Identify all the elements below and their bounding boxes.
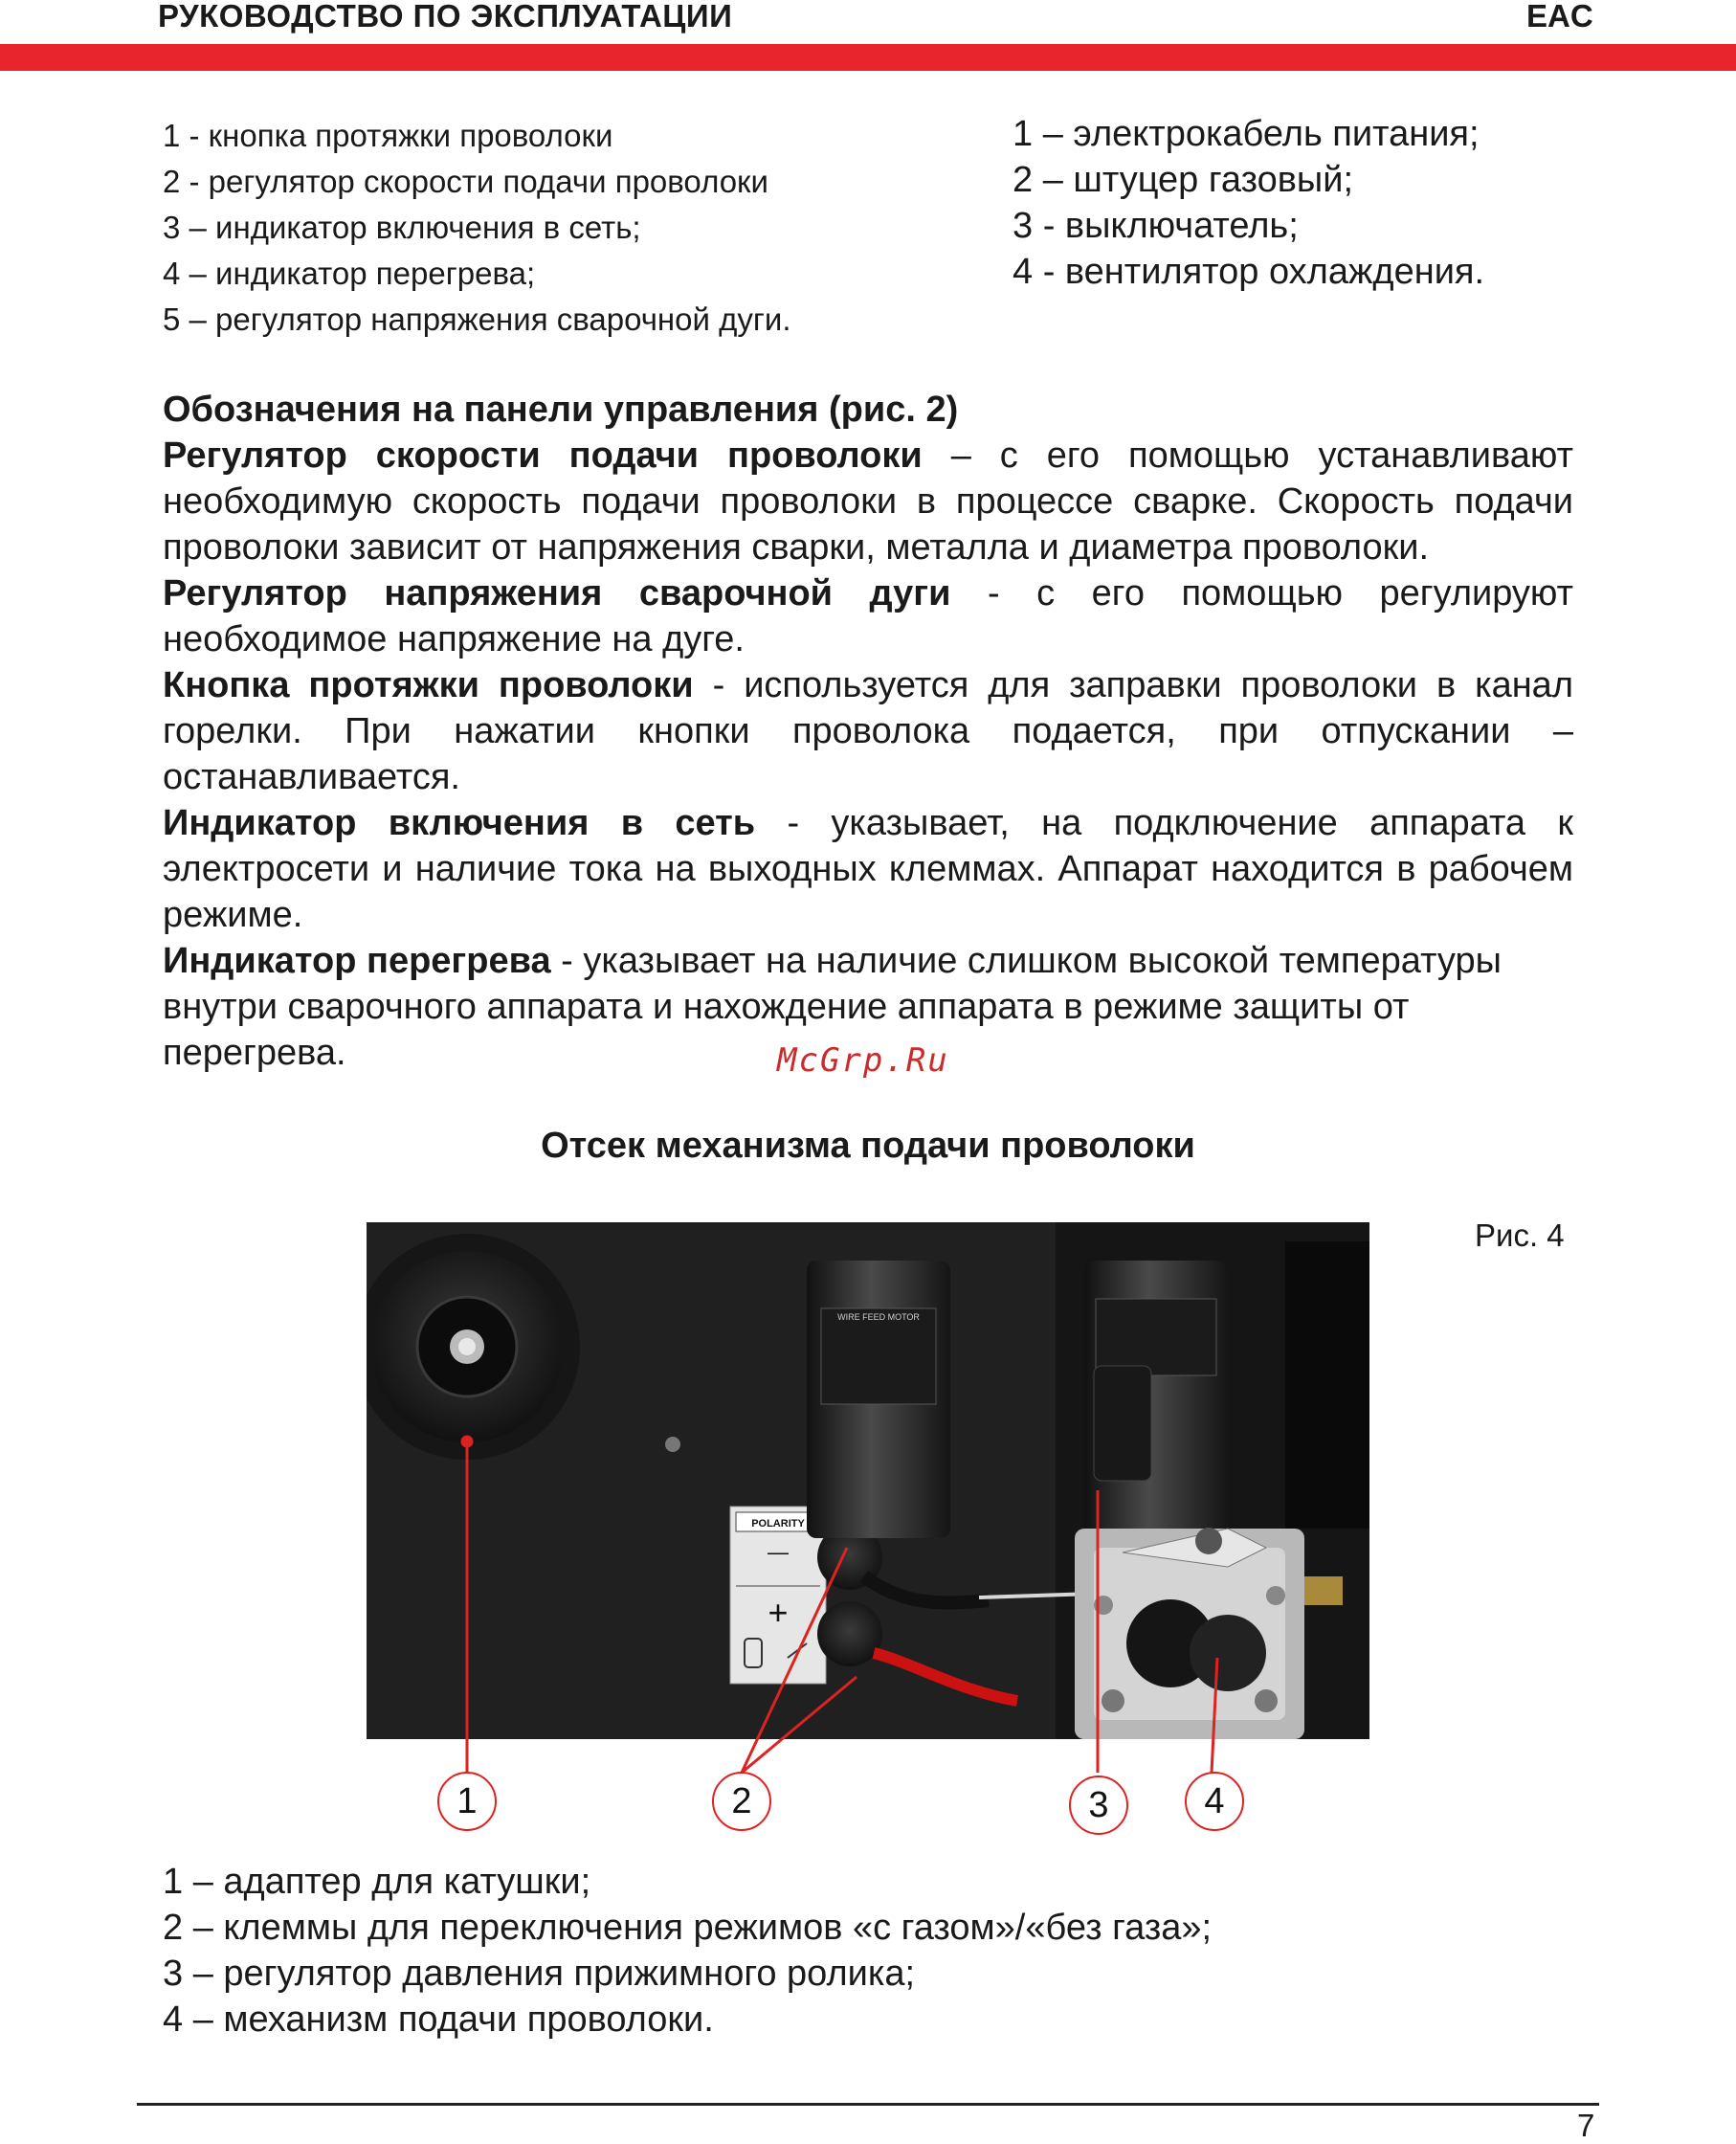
description-paragraph: Индикатор включения в сеть - указывает, на подключение аппарата к электросети и наличие тока на выходных клеммах. Аппарат находится в рабочем режиме. bbox=[163, 803, 1573, 935]
description-paragraph: Кнопка протяжки проволоки - используется для заправки проволоки в канал горелки. При нажатии кнопки проволока подается, при отпускании – останавливается. bbox=[163, 665, 1573, 797]
figure-label: Рис. 4 bbox=[1475, 1217, 1565, 1253]
list-item: 3 – индикатор включения в сеть; bbox=[163, 210, 641, 245]
callout-2: 2 bbox=[712, 1772, 771, 1831]
list-item: 3 - выключатель; bbox=[1013, 206, 1299, 246]
list-item: 1 – электрокабель питания; bbox=[1013, 114, 1480, 154]
list-item: 4 - вентилятор охлаждения. bbox=[1013, 252, 1485, 292]
list-item: 2 - регулятор скорости подачи проволоки bbox=[163, 164, 768, 199]
description-paragraph: Регулятор скорости подачи проволоки – с его помощью устанавливают необходимую скорость подачи проволоки в процессе сварке. Скорость подачи проволоки зависит от напряжения сварки, металла и диаметра проволоки. bbox=[163, 436, 1574, 568]
rear-panel-list bbox=[1013, 111, 1484, 295]
callout-3: 3 bbox=[1069, 1776, 1128, 1835]
polarity-label: POLARITY bbox=[751, 1518, 805, 1530]
list-item: 1 – адаптер для катушки; bbox=[163, 1862, 591, 1902]
list-item: 3 – регулятор давления прижимного ролика; bbox=[163, 1954, 916, 1994]
svg-text:+: + bbox=[768, 1593, 789, 1632]
control-panel-description bbox=[163, 387, 1573, 1076]
svg-text:WIRE FEED MOTOR: WIRE FEED MOTOR bbox=[837, 1312, 920, 1322]
figure-legend-list bbox=[163, 1859, 1212, 2043]
description-paragraph: Регулятор напряжения сварочной дуги - с его помощью регулируют необходимое напряжение на дуге. bbox=[163, 573, 1573, 659]
watermark: McGrp.Ru bbox=[777, 1041, 949, 1080]
wire-feed-compartment-photo bbox=[367, 1222, 1369, 1739]
eac-mark: EAC bbox=[1526, 0, 1593, 34]
list-item: 1 - кнопка протяжки проволоки bbox=[163, 118, 613, 153]
list-item: 4 – индикатор перегрева; bbox=[163, 256, 536, 291]
control-panel-list bbox=[163, 113, 791, 343]
callout-1: 1 bbox=[437, 1772, 497, 1831]
callout-4: 4 bbox=[1185, 1772, 1244, 1831]
list-item: 5 – регулятор напряжения сварочной дуги. bbox=[163, 302, 791, 337]
wire-feeder-mechanism bbox=[1075, 1528, 1343, 1739]
footer-rule bbox=[137, 2103, 1599, 2106]
figure-title: Отсек механизма подачи проволоки bbox=[541, 1126, 1195, 1166]
section-heading: Обозначения на панели управления (рис. 2) bbox=[163, 390, 959, 430]
list-item: 2 – клеммы для переключения режимов «с газом»/«без газа»; bbox=[163, 1908, 1213, 1948]
list-item: 4 – механизм подачи проволоки. bbox=[163, 1999, 714, 2040]
list-item: 2 – штуцер газовый; bbox=[1013, 160, 1354, 200]
header-accent-bar bbox=[0, 44, 1736, 71]
svg-text:—: — bbox=[768, 1540, 789, 1564]
page-number: 7 bbox=[1577, 2108, 1595, 2143]
header-title: РУКОВОДСТВО ПО ЭКСПЛУАТАЦИИ bbox=[158, 0, 733, 34]
description-paragraph: Индикатор перегрева - указывает на наличие слишком высокой температуры внутри сварочного аппарата и нахождение аппарата в режиме защиты от перегрева. bbox=[163, 941, 1502, 1073]
